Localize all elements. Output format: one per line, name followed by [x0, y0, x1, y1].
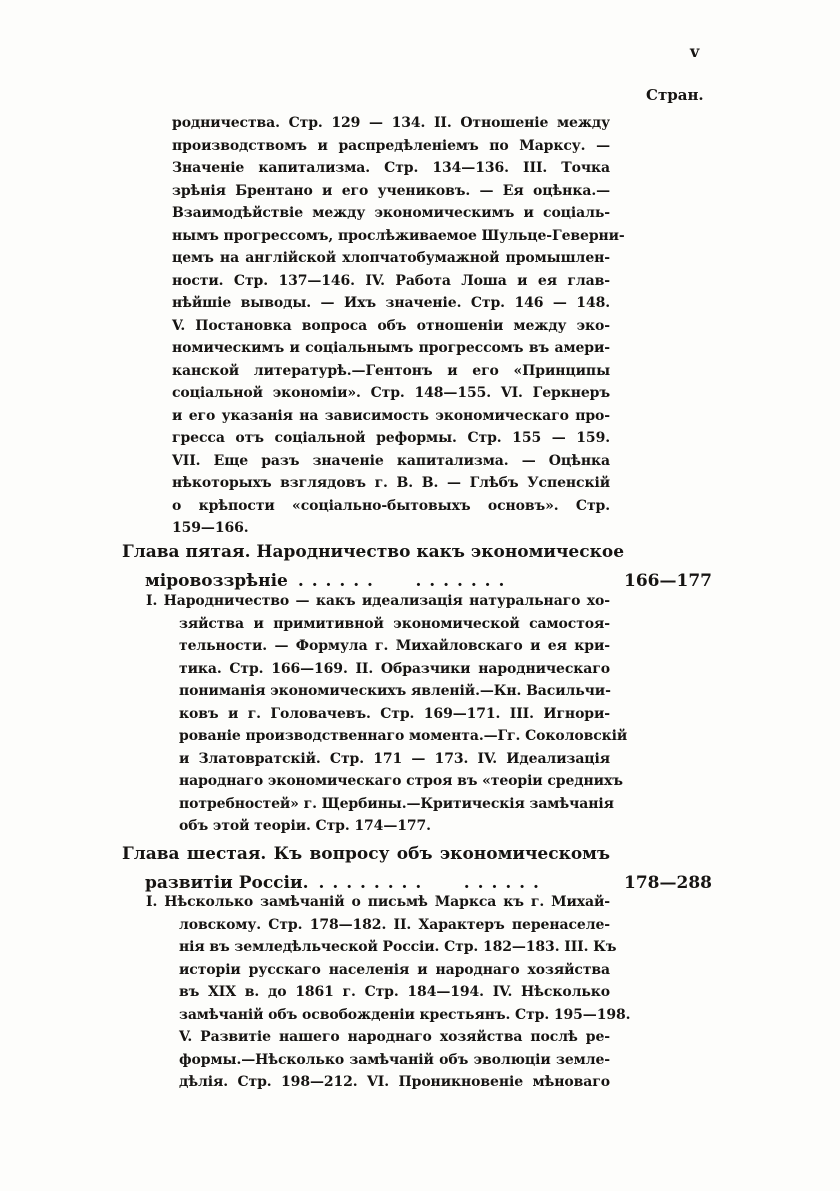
- toc-line: объ этой теоріи. Стр. 174—177.: [179, 818, 431, 834]
- toc-line: рованіе производственнаго момента.—Гг. Соколовскій: [179, 728, 628, 744]
- dot-leader: . . . . . . . . . . . . . .: [318, 873, 540, 893]
- chapter-6-page-range: 178—288: [624, 873, 712, 893]
- chapter-5-heading: [122, 538, 712, 596]
- toc-line: производствомъ и распредѣленіемъ по Марксу. —: [172, 137, 610, 154]
- toc-line: соціальной экономіи». Стр. 148—155. VI. Геркнеръ: [172, 385, 610, 401]
- page-folio: v: [690, 42, 701, 61]
- chapter-5-title-line-1: Глава пятая. Народничество какъ экономическое: [122, 542, 625, 562]
- toc-line: и Златовратскій. Стр. 171 — 173. IV. Идеализація: [179, 750, 610, 767]
- toc-line: тельности. — Формула г. Михайловскаго и ея кри-: [179, 638, 610, 654]
- toc-line: нѣкоторыхъ взглядовъ г. В. В. — Глѣбъ Успенскій: [172, 475, 610, 491]
- toc-line: формы.—Нѣсколько замѣчаній объ эволюціи земле-: [179, 1051, 610, 1068]
- toc-line: I. Нѣсколько замѣчаній о письмѣ Маркса къ г. Михай-: [146, 894, 610, 910]
- toc-line: пониманія экономическихъ явленій.—Кн. Васильчи-: [179, 683, 611, 699]
- toc-line: 159—166.: [172, 520, 249, 536]
- toc-line: номическимъ и соціальнымъ прогрессомъ въ амери-: [172, 340, 610, 356]
- toc-line: народнаго экономическаго строя въ «теоріи среднихъ: [179, 773, 623, 789]
- toc-line: Значеніе капитализма. Стр. 134—136. III. Точка: [172, 160, 610, 176]
- toc-line: Взаимодѣйствіе между экономическимъ и соціаль-: [172, 205, 610, 221]
- chapter-5-title-text: міровоззрѣніе: [145, 571, 288, 591]
- toc-line: и его указанія на зависимость экономическаго про-: [172, 407, 610, 424]
- toc-line: тика. Стр. 166—169. II. Образчики народническаго: [179, 660, 610, 677]
- toc-line: канской литературѣ.—Гентонъ и его «Принципы: [172, 362, 610, 379]
- dot-leader: . . . . . . . . . . . . .: [297, 571, 506, 591]
- toc-line: нѣйшіе выводы. — Ихъ значеніе. Стр. 146 — 148.: [172, 295, 610, 311]
- chapter-4-continuation: [172, 112, 625, 540]
- toc-line: цемъ на англійской хлопчатобумажной промышлен-: [172, 250, 610, 266]
- toc-line: нія въ земледѣльческой Россіи. Стр. 182—183. III. Къ: [179, 939, 617, 955]
- toc-line: ковъ и г. Головачевъ. Стр. 169—171. III. Игнори-: [179, 705, 610, 722]
- toc-line: VII. Еще разъ значеніе капитализма. — Оцѣнка: [172, 452, 610, 469]
- toc-line: зрѣнія Брентано и его учениковъ. — Ея оцѣнка.—: [172, 182, 610, 199]
- toc-line: V. Постановка вопроса объ отношеніи между эко-: [172, 317, 610, 334]
- toc-line: потребностей» г. Щербины.—Критическія замѣчанія: [179, 795, 614, 812]
- chapter-6-title-line-1: Глава шестая. Къ вопросу объ экономическомъ: [122, 844, 610, 864]
- toc-line: ловскому. Стр. 178—182. II. Характеръ перенаселе-: [179, 916, 610, 933]
- toc-line: родничества. Стр. 129 — 134. II. Отношеніе между: [172, 115, 610, 131]
- chapter-5-items: [146, 590, 628, 838]
- chapter-5-page-range: 166—177: [624, 571, 712, 591]
- pages-column-header: Стран.: [646, 86, 704, 104]
- toc-line: V. Развитіе нашего народнаго хозяйства послѣ ре-: [179, 1029, 610, 1045]
- chapter-6-items: [146, 891, 631, 1094]
- toc-line: замѣчаній объ освобожденіи крестьянъ. Стр. 195—198.: [179, 1006, 631, 1023]
- toc-line: зяйства и примитивной экономической самостоя-: [179, 615, 610, 632]
- toc-line: исторіи русскаго населенія и народнаго хозяйства: [179, 961, 610, 978]
- chapter-6-heading: [122, 840, 712, 898]
- toc-line: о крѣпости «соціально-бытовыхъ основъ». Стр.: [172, 497, 610, 514]
- chapter-6-title-text: развитіи Россіи.: [145, 873, 309, 893]
- toc-line: ности. Стр. 137—146. IV. Работа Лоша и ея глав-: [172, 272, 610, 289]
- toc-line: I. Народничество — какъ идеализація натуральнаго хо-: [146, 593, 610, 609]
- toc-line: дѣлія. Стр. 198—212. VI. Проникновеніе мѣноваго: [179, 1074, 610, 1090]
- toc-line: гресса отъ соціальной реформы. Стр. 155 — 159.: [172, 430, 610, 446]
- toc-line: нымъ прогрессомъ, прослѣживаемое Шульце-Геверни-: [172, 227, 625, 244]
- toc-line: въ XIX в. до 1861 г. Стр. 184—194. IV. Нѣсколько: [179, 984, 610, 1000]
